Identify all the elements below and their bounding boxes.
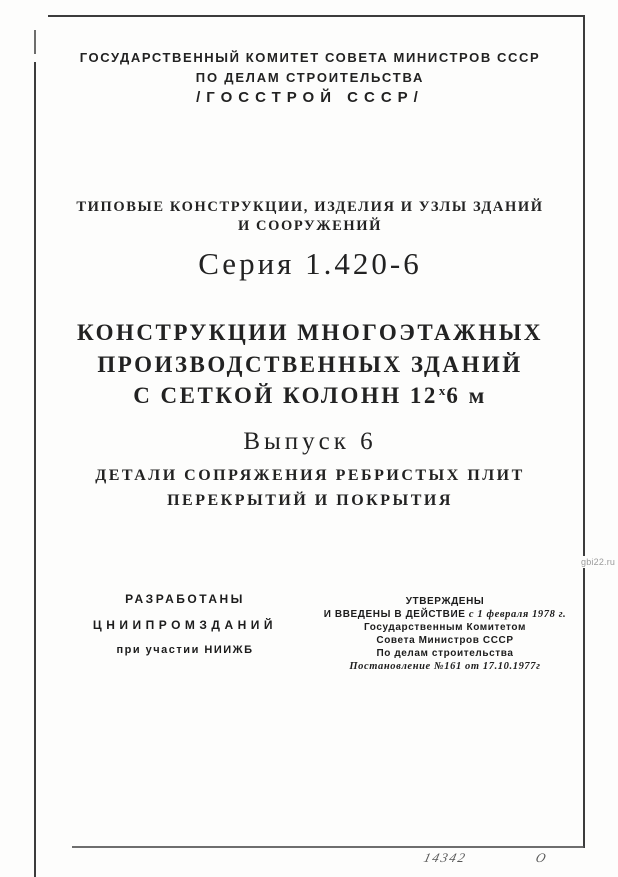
footer-document-number: 14342 (422, 850, 469, 865)
frame-bottom-line (72, 846, 584, 848)
developer-organization: ЦНИИПРОМЗДАНИЙ (92, 618, 278, 632)
issue-subtitle-line2: ПЕРЕКРЫТИЙ И ПОКРЫТИЯ (167, 492, 453, 509)
issue-subtitle-line1: ДЕТАЛИ СОПРЯЖЕНИЯ РЕБРИСТЫХ ПЛИТ (95, 467, 525, 484)
approved-decree-line: Постановление №161 от 17.10.1977г (349, 661, 541, 672)
header-gosstroy: /ГОССТРОЙ СССР/ (196, 89, 424, 106)
typical-structures-line1: ТИПОВЫЕ КОНСТРУКЦИИ, ИЗДЕЛИЯ И УЗЛЫ ЗДАНИЙ (76, 199, 544, 215)
header-line1: ГОСУДАРСТВЕННЫЙ КОМИТЕТ СОВЕТА МИНИСТРОВ СССР (79, 50, 541, 65)
developer-participant: при участии НИИЖБ (116, 644, 254, 656)
approved-org-line3: По делам строительства (376, 648, 514, 659)
main-title-line3 (35, 383, 585, 409)
approved-org-line1: Государственным Комитетом (364, 622, 526, 633)
approved-org-line2: Совета Министров СССР (376, 635, 514, 646)
frame-top-line (48, 15, 585, 17)
typical-structures-line2: И СООРУЖЕНИЙ (237, 218, 383, 234)
approved-by-block (322, 595, 568, 673)
developed-by-block (62, 592, 308, 656)
approved-effective-typed: И ВВЕДЕНЫ В ДЕЙСТВИЕ (323, 609, 466, 620)
issue-number: Выпуск 6 (243, 428, 377, 455)
column-grid-prefix: С СЕТКОЙ КОЛОНН 12 (133, 383, 438, 408)
main-title-line1: КОНСТРУКЦИИ МНОГОЭТАЖНЫХ (77, 320, 543, 345)
site-watermark: gbi22.ru (581, 557, 616, 567)
main-title-line2: ПРОИЗВОДСТВЕННЫХ ЗДАНИЙ (97, 352, 523, 377)
approved-label: УТВЕРЖДЕНЫ (405, 596, 485, 607)
approved-effective-line (322, 608, 568, 621)
approved-effective-date: с 1 февраля 1978 г. (468, 609, 567, 620)
series-number: Серия 1.420-6 (198, 246, 422, 281)
column-grid-multiplier: х (438, 383, 446, 398)
footer-mark: О (534, 850, 548, 865)
header-line2: ПО ДЕЛАМ СТРОИТЕЛЬСТВА (195, 70, 425, 85)
developed-label: РАЗРАБОТАНЫ (125, 592, 245, 606)
column-grid-suffix: 6 м (446, 383, 487, 408)
